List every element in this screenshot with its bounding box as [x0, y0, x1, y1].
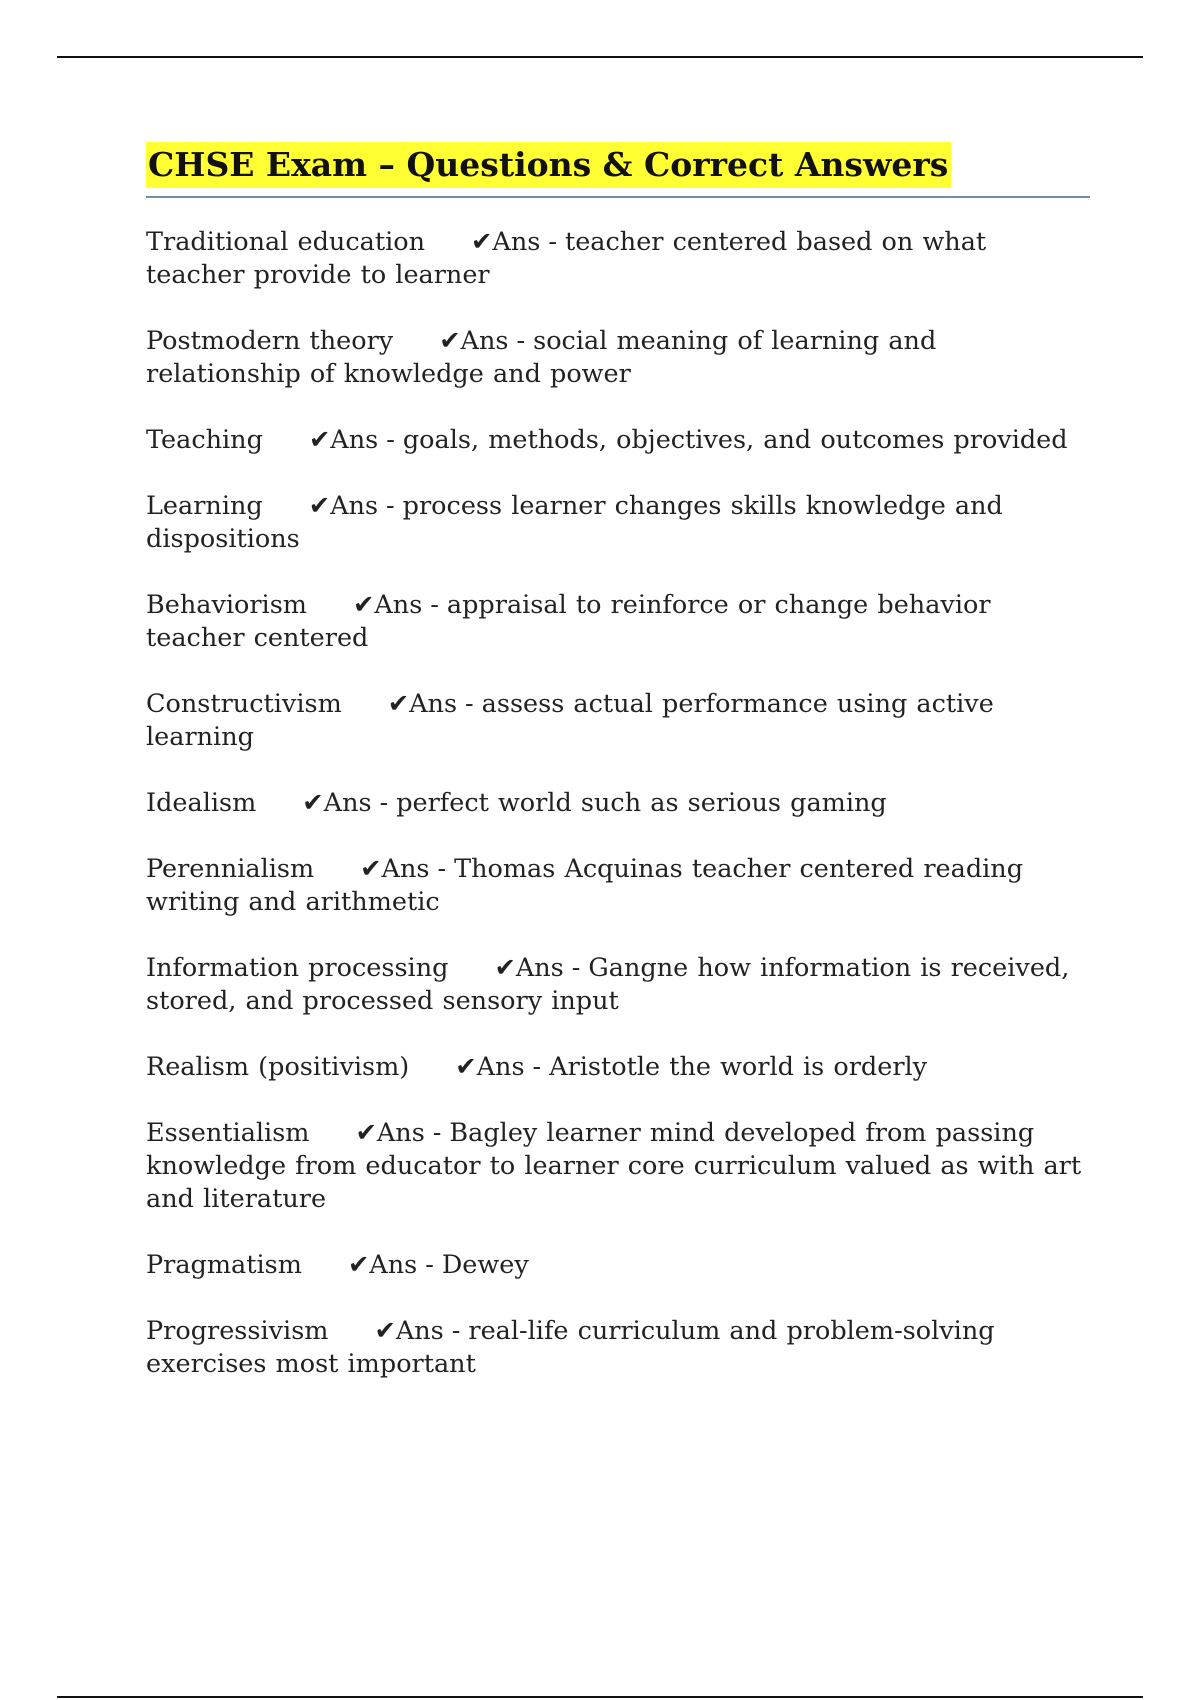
qa-answer: Gangne how information is received, stored, and processed sensory input	[146, 953, 1070, 1016]
page-bottom-rule	[57, 1696, 1143, 1698]
answer-separator: -	[386, 491, 395, 521]
answer-separator: -	[432, 1118, 442, 1148]
answer-marker: ✔Ans	[387, 689, 458, 719]
qa-answer: appraisal to reinforce or change behavior teacher centered	[146, 590, 991, 653]
qa-item	[146, 325, 1090, 391]
qa-term: Progressivism	[146, 1316, 329, 1346]
qa-item	[146, 688, 1090, 754]
document-title: CHSE Exam – Questions & Correct Answers	[146, 142, 951, 188]
qa-item	[146, 490, 1090, 556]
qa-answer: Thomas Acquinas teacher centered reading writing and arithmetic	[146, 854, 1024, 917]
answer-separator: -	[379, 788, 389, 818]
qa-answer: social meaning of learning and relationship of knowledge and power	[146, 326, 937, 389]
qa-list	[146, 226, 1090, 1381]
qa-term: Traditional education	[146, 227, 426, 257]
answer-separator: -	[571, 953, 581, 983]
qa-term: Perennialism	[146, 854, 315, 884]
answer-marker: ✔Ans	[355, 1118, 425, 1148]
qa-term: Postmodern theory	[146, 326, 394, 356]
qa-term: Teaching	[146, 425, 263, 455]
answer-marker: ✔Ans	[494, 953, 564, 983]
answer-separator: -	[386, 425, 395, 455]
answer-marker: ✔Ans	[360, 854, 430, 884]
answer-marker: ✔Ans	[308, 425, 379, 455]
answer-separator: -	[451, 1316, 461, 1346]
qa-answer: process learner changes skills knowledge and dispositions	[146, 491, 1003, 554]
qa-term: Idealism	[146, 788, 257, 818]
qa-answer: perfect world such as serious gaming	[396, 788, 887, 818]
qa-term: Realism (positivism)	[146, 1052, 410, 1082]
qa-term: Essentialism	[146, 1118, 310, 1148]
qa-item	[146, 952, 1090, 1018]
qa-term: Learning	[146, 491, 263, 521]
answer-marker: ✔Ans	[455, 1052, 525, 1082]
answer-separator: -	[532, 1052, 542, 1082]
answer-separator: -	[437, 854, 447, 884]
answer-marker: ✔Ans	[302, 788, 372, 818]
qa-answer: Aristotle the world is orderly	[549, 1052, 928, 1082]
qa-item	[146, 226, 1090, 292]
qa-item	[146, 1315, 1090, 1381]
qa-answer: Dewey	[441, 1250, 529, 1280]
qa-answer: teacher centered based on what teacher provide to learner	[146, 227, 987, 290]
qa-answer: goals, methods, objectives, and outcomes provided	[402, 425, 1068, 455]
qa-term: Behaviorism	[146, 590, 307, 620]
answer-separator: -	[430, 590, 439, 620]
title-block	[146, 142, 1090, 198]
qa-item	[146, 1051, 1090, 1084]
answer-marker: ✔Ans	[308, 491, 379, 521]
qa-answer: Bagley learner mind developed from passing knowledge from educator to learner core curriculum valued as with art and literature	[146, 1118, 1082, 1214]
qa-term: Information processing	[146, 953, 449, 983]
page-top-rule	[57, 56, 1143, 58]
answer-marker: ✔Ans	[439, 326, 509, 356]
qa-answer: real-life curriculum and problem-solving exercises most important	[146, 1316, 995, 1379]
qa-answer: assess actual performance using active learning	[146, 689, 994, 752]
answer-separator: -	[516, 326, 526, 356]
document-body	[146, 142, 1090, 1414]
qa-item	[146, 787, 1090, 820]
answer-marker: ✔Ans	[347, 1250, 418, 1280]
qa-item	[146, 424, 1090, 457]
qa-item	[146, 853, 1090, 919]
answer-separator: -	[425, 1250, 434, 1280]
answer-marker: ✔Ans	[471, 227, 541, 257]
qa-item	[146, 1117, 1090, 1216]
qa-term: Pragmatism	[146, 1250, 302, 1280]
qa-item	[146, 1249, 1090, 1282]
answer-marker: ✔Ans	[374, 1316, 444, 1346]
qa-term: Constructivism	[146, 689, 342, 719]
answer-separator: -	[465, 689, 474, 719]
answer-separator: -	[548, 227, 557, 257]
answer-marker: ✔Ans	[352, 590, 423, 620]
qa-item	[146, 589, 1090, 655]
